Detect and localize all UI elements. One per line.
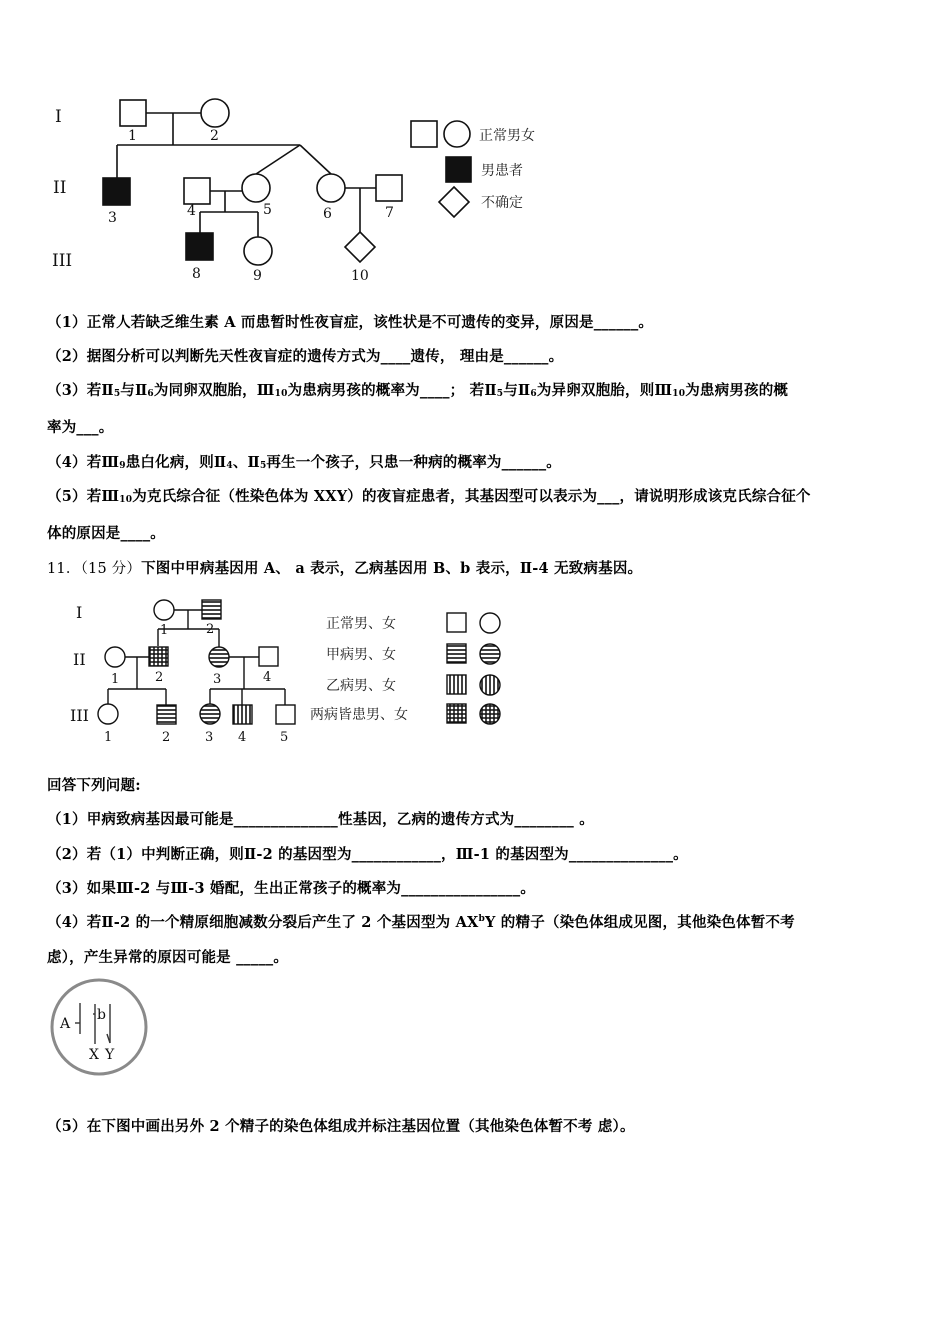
legend2-disease-b-label: 乙病男、女 <box>326 678 396 694</box>
legend2-both-female <box>480 704 500 724</box>
legend2-disease-a-label: 甲病男、女 <box>326 647 396 663</box>
pedigree-chart-1 <box>45 90 605 290</box>
pedigree1-num-8: 8 <box>192 266 201 282</box>
pedigree-chart-2 <box>60 592 520 752</box>
q1-1-text: （1）正常人若缺乏维生素 A 而患暂时性夜盲症，该性状是不可遗传的变异，原因是______。 <box>47 314 654 331</box>
gene-A-label: A <box>60 1016 71 1032</box>
legend2-both-label: 两病皆患男、女 <box>310 707 408 723</box>
pedigree2-III-num-2: 2 <box>162 730 171 745</box>
pedigree2-II3-disease-a-female <box>209 647 229 667</box>
pedigree2-gen-III: III <box>70 706 89 725</box>
q2-1-text: （1）甲病致病基因最可能是______________性基因，乙病的遗传方式为________ 。 <box>47 811 594 828</box>
pedigree1-I2-normal-female <box>201 99 229 127</box>
pedigree2-III1-normal-female <box>98 704 118 724</box>
legend1-normal-label: 正常男女 <box>479 128 535 144</box>
pedigree2-I-num-2: 2 <box>206 622 215 637</box>
q2-4-text-line1: （4）若Ⅱ-2 的一个精原细胞减数分裂后产生了 2 个基因型为 $AX^bY$ 的精子（染色体组成见图，其他染色体暂不考 <box>47 914 795 931</box>
pedigree1-I1-normal-male <box>120 100 146 126</box>
legend2-disease-b-male <box>447 675 466 694</box>
legend2-normal-label: 正常男、女 <box>326 616 396 632</box>
legend2-both-male <box>447 704 466 723</box>
legend1-normal-male <box>411 121 437 147</box>
pedigree1-III9-normal-female <box>244 237 272 265</box>
legend1-uncertain <box>439 187 469 217</box>
pedigree1-gen-III: III <box>52 251 73 271</box>
q1-3-text-line2: 率为___。 <box>47 419 114 436</box>
pedigree2-II-num-4: 4 <box>263 670 272 685</box>
sperm-cell-diagram <box>46 976 154 1080</box>
pedigree2-I2-disease-a-male <box>202 600 221 619</box>
pedigree1-num-9: 9 <box>253 268 262 284</box>
pedigree1-II5-normal-female <box>242 174 270 202</box>
pedigree1-num-3: 3 <box>108 210 117 226</box>
problem11-header <box>47 557 642 578</box>
pedigree2-III3-disease-a-female <box>200 704 220 724</box>
pedigree1-num-1: 1 <box>128 128 137 144</box>
q2-3-text: （3）如果Ⅲ-2 与Ⅲ-3 婚配，生出正常孩子的概率为________________。 <box>47 880 536 897</box>
pedigree1-gen-II: II <box>53 178 67 198</box>
pedigree2-III5-normal-male <box>276 705 295 724</box>
pedigree1-num-7: 7 <box>385 205 394 221</box>
q1-5-text-line2: 体的原因是____。 <box>47 525 165 542</box>
pedigree2-III2-disease-a-male <box>157 705 176 724</box>
pedigree1-II7-normal-male <box>376 175 402 201</box>
q2-2-text: （2）若（1）中判断正确，则Ⅱ-2 的基因型为____________，Ⅲ-1 的基因型为______________。 <box>47 846 688 863</box>
pedigree1-II4-normal-male <box>184 178 210 204</box>
chromosome-X-label: X <box>89 1047 99 1063</box>
q2-4-text-line2: 虑），产生异常的原因可能是 _____。 <box>47 949 289 966</box>
legend1-uncertain-label: 不确定 <box>481 195 523 211</box>
pedigree2-III-num-3: 3 <box>205 730 214 745</box>
pedigree1-gen-I: I <box>55 107 62 127</box>
pedigree2-III-num-4: 4 <box>238 730 247 745</box>
q1-4-text: （4）若Ⅲ9患白化病，则Ⅱ4、Ⅱ5再生一个孩子，只患一种病的概率为______。 <box>47 454 562 471</box>
legend2-disease-a-female <box>480 644 500 664</box>
pedigree1-num-6: 6 <box>323 206 332 222</box>
legend2-disease-a-male <box>447 644 466 663</box>
pedigree1-num-2: 2 <box>210 128 219 144</box>
legend1-affected-label: 男患者 <box>481 163 523 179</box>
q1-5-text-line1: （5）若Ⅲ10为克氏综合征（性染色体为 XXY）的夜盲症患者，其基因型可以表示为___，请说明形成该克氏综合征个 <box>47 488 811 505</box>
legend1-normal-female <box>444 121 470 147</box>
answer-heading: 回答下列问题: <box>47 777 141 794</box>
pedigree2-II-num-3: 3 <box>213 672 222 687</box>
pedigree1-II6-normal-female <box>317 174 345 202</box>
problem11-number: 11． <box>47 561 81 577</box>
q1-3-text-line1: （3）若Ⅱ5与Ⅱ6为同卵双胞胎，Ⅲ10为患病男孩的概率为____； 若Ⅱ5与Ⅱ6为异卵双胞胎，则Ⅲ10为患病男孩的概 <box>47 382 789 399</box>
pedigree2-II2-both-diseases-male <box>149 647 168 666</box>
pedigree1-III10-uncertain <box>345 232 375 262</box>
pedigree2-III4-disease-b-male <box>233 705 252 724</box>
pedigree1-num-4: 4 <box>187 203 196 219</box>
pedigree2-II-num-1: 1 <box>111 672 120 687</box>
pedigree2-II1-normal-female <box>105 647 125 667</box>
pedigree2-gen-I: I <box>76 603 83 622</box>
pedigree2-III-num-1: 1 <box>104 730 113 745</box>
pedigree2-I1-normal-female <box>154 600 174 620</box>
pedigree2-I-num-1: 1 <box>160 623 169 638</box>
pedigree2-gen-II: II <box>73 650 86 669</box>
pedigree2-II-num-2: 2 <box>155 670 164 685</box>
gene-b-label: b <box>97 1007 106 1023</box>
pedigree1-num-10: 10 <box>351 268 369 284</box>
pedigree2-II4-normal-male <box>259 647 278 666</box>
problem11-intro: 下图中甲病基因用 A、 a 表示，乙病基因用 B、b 表示，Ⅱ-4 无致病基因。 <box>141 560 643 577</box>
q1-2-text: （2）据图分析可以判断先天性夜盲症的遗传方式为____遗传， 理由是______。 <box>47 348 564 365</box>
pedigree1-II3-affected-male <box>103 178 130 205</box>
chromosome-Y-label: Y <box>105 1047 115 1063</box>
legend2-normal-female <box>480 613 500 633</box>
problem11-score: （15 分） <box>80 561 142 577</box>
legend2-normal-male <box>447 613 466 632</box>
pedigree1-III8-affected-male <box>186 233 213 260</box>
legend2-disease-b-female <box>480 675 500 695</box>
pedigree2-III-num-5: 5 <box>280 730 289 745</box>
pedigree1-num-5: 5 <box>263 202 272 218</box>
q2-5-text: （5）在下图中画出另外 2 个精子的染色体组成并标注基因位置（其他染色体暂不考 虑）。 <box>47 1118 635 1135</box>
legend1-affected-male <box>446 157 471 182</box>
